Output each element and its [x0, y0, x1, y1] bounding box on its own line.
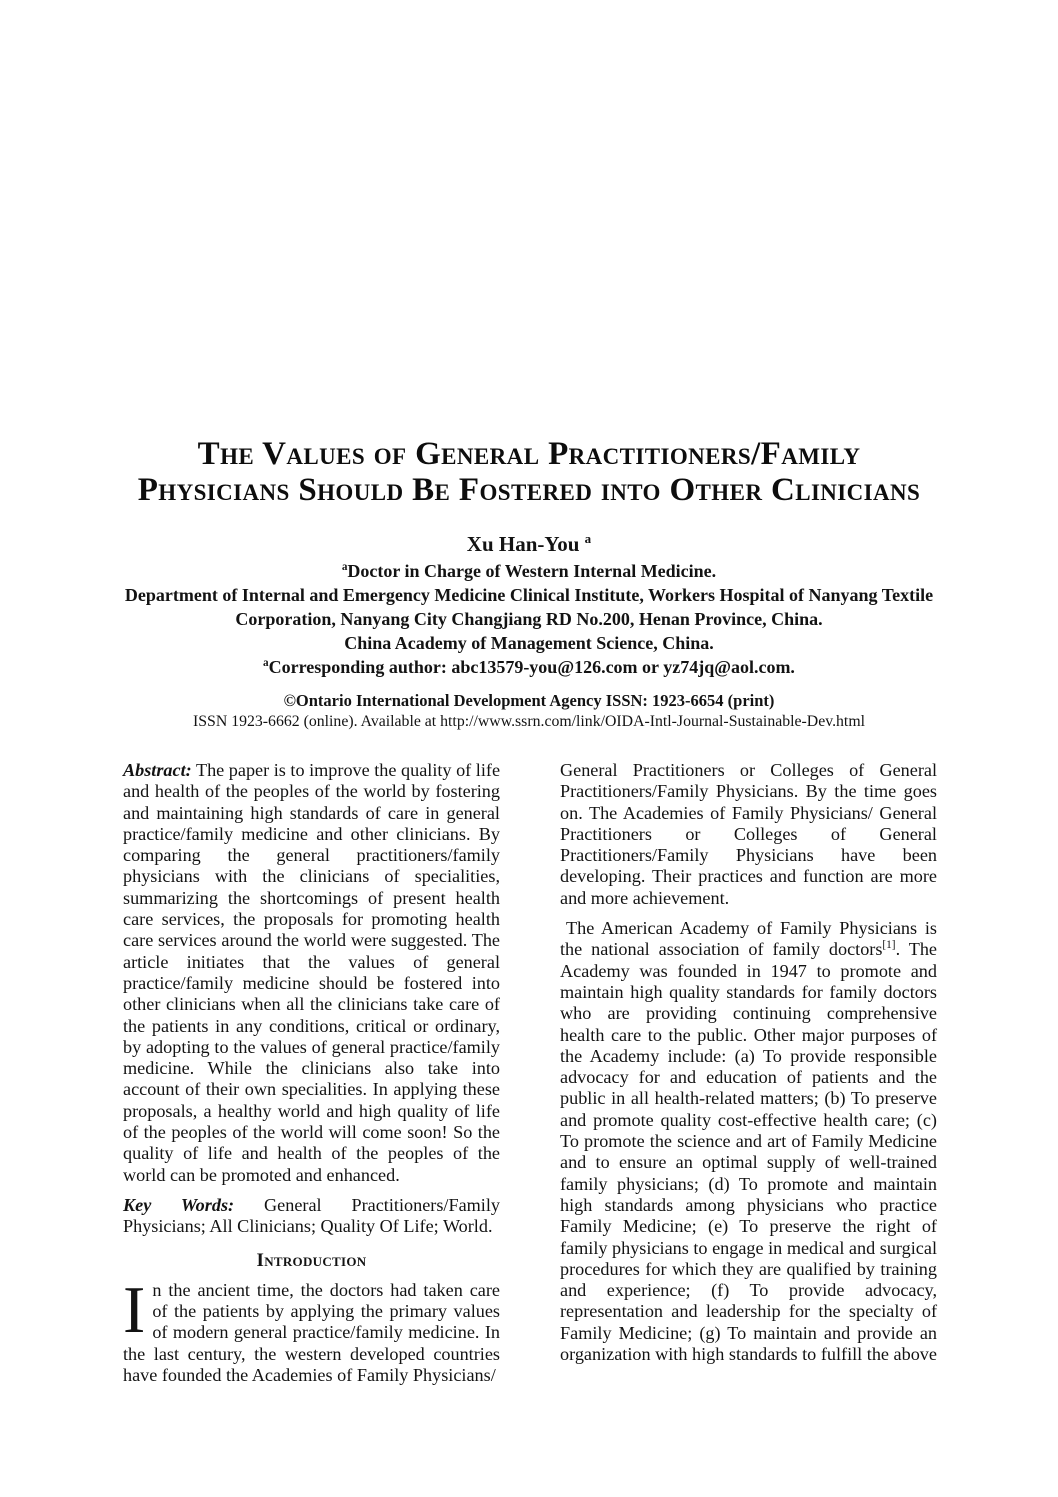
- dropcap-letter: I: [123, 1272, 146, 1347]
- affiliation-line: [0, 559, 1058, 583]
- body-paragraph: General Practitioners or Colleges of General Practitioners/Family Physicians. By the time goes on. The Academies of Family Physicians/ General Practitioners or Colleges of General Practitioners/Family Physicians have been developing. Their practices and function are more and more achievement.: [560, 760, 937, 908]
- affiliation-marker: a: [263, 657, 269, 669]
- author-affiliation-marker: a: [584, 531, 592, 546]
- body-columns: [123, 760, 937, 1395]
- corresponding-author-text: Corresponding author: abc13579-you@126.com or yz74jq@aol.com.: [268, 657, 795, 677]
- paper-title-line1: The Values of General Practitioners/Family: [197, 436, 861, 472]
- paper-title-line2: Physicians Should Be Fostered into Other Clinicians: [137, 472, 921, 508]
- affiliation-line: [0, 607, 1058, 631]
- keywords-paragraph: [123, 1195, 500, 1238]
- left-column: [123, 760, 500, 1395]
- citation-reference: [1]: [882, 939, 896, 952]
- paragraph-text: The American Academy of Family Physicians is the national association of family doctors: [560, 918, 937, 960]
- abstract-label: Abstract:: [123, 760, 192, 780]
- affiliation-line: [0, 583, 1058, 607]
- abstract-text: The paper is to improve the quality of life and health of the peoples of the world by fostering and maintaining high standards of care in general practice/family medicine and other clinicians. By comparing the general practitioners/family physicians with the clinicians of specialities, summarizing the shortcomings of present health care services, the proposals for promoting health care services around the world were suggested. The article initiates that the values of general practice/family medicine should be fostered into other clinicians when all the clinicians take care of the patients in any conditions, critical or ordinary, by adopting to the values of general practice/family medicine. While the clinicians also take into account of their own specialities. In applying these proposals, a healthy world and high quality of life of the peoples of the world will come soon! So the quality of life and health of the peoples of the world can be promoted and enhanced.: [123, 760, 501, 1185]
- author-line: [0, 532, 1058, 556]
- introduction-paragraph: [123, 1272, 500, 1386]
- introduction-text: n the ancient time, the doctors had taken care of the patients by applying the primary values of modern general practice/family medicine. In the last century, the western developed countries have founded the Academies of Family Physicians/: [123, 1279, 500, 1386]
- keywords-text: General Practitioners/Family Physicians; All Clinicians; Quality Of Life; World.: [123, 1194, 500, 1237]
- keywords-label: Key Words:: [123, 1194, 235, 1215]
- paper-title: [0, 0, 1058, 508]
- paragraph-text: . The Academy was founded in 1947 to promote and maintain high quality standards for family doctors who are providing continuing comprehensive health care to the public. Other major purposes of the Academy include: (a) To provide responsible advocacy for and education of patients and the public in all health-related matters; (b) To preserve and promote quality cost-effective health care; (c) To promote the science and art of Family Medicine and to ensure an optimal supply of well-trained family physicians; (d) To promote and maintain high standards among physicians who practice Family Medicine; (e) To preserve the right of family physicians to engage in medical and surgical procedures for which they are qualified by training and experience; (f) To provide advocacy, representation and leadership for the specialty of Family Medicine; (g) To maintain and provide an organization with high standards to fulfill the above: [560, 939, 937, 1365]
- introduction-heading: Introduction: [256, 1249, 367, 1271]
- affiliation-line-corresponding-author: [0, 655, 1058, 679]
- body-paragraph: [560, 918, 937, 1365]
- affiliation-text: Department of Internal and Emergency Medicine Clinical Institute, Workers Hospital of Nanyang Textile: [124, 585, 934, 605]
- affiliation-line: [0, 631, 1058, 655]
- publisher-issn-online-url: ISSN 1923-6662 (online). Available at http://www.ssrn.com/link/OIDA-Intl-Journal-Sustainable-Dev.html: [193, 713, 865, 730]
- affiliations-block: [0, 559, 1058, 679]
- affiliation-text: China Academy of Management Science, China.: [344, 633, 714, 653]
- publisher-issn-print: ©Ontario International Development Agency ISSN: 1923-6654 (print): [283, 691, 775, 710]
- abstract-paragraph: [123, 760, 500, 1186]
- right-column: [560, 760, 937, 1395]
- affiliation-marker: a: [341, 561, 348, 573]
- author-name: Xu Han-You: [466, 532, 580, 556]
- paper-header: [0, 0, 1058, 733]
- affiliation-text: Corporation, Nanyang City Changjiang RD No.200, Henan Province, China.: [235, 609, 823, 629]
- affiliation-text: Doctor in Charge of Western Internal Medicine.: [347, 561, 717, 581]
